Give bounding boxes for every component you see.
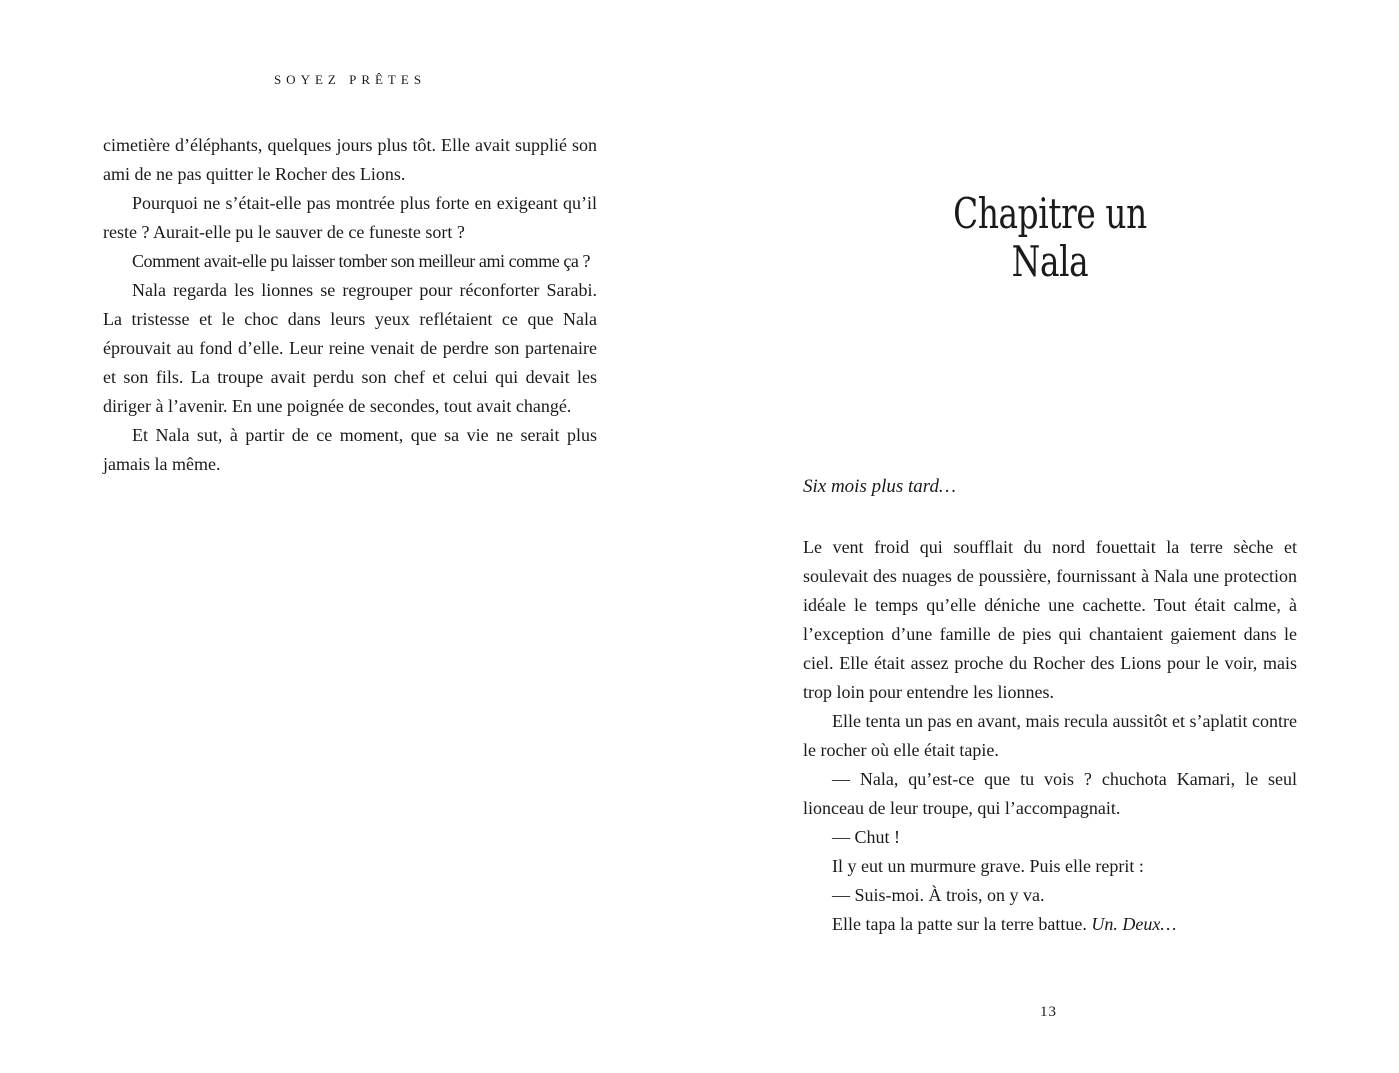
right-page — [700, 0, 1399, 1073]
final-paragraph-text: Elle tapa la patte sur la terre battue. — [832, 914, 1092, 934]
paragraph: Pourquoi ne s’était-elle pas montrée plus forte en exigeant qu’il reste ? Aurait-elle pu le sauver de ce funeste sort ? — [103, 193, 597, 242]
paragraph: Il y eut un murmure grave. Puis elle reprit : — [832, 856, 1144, 876]
paragraph: Le vent froid qui soufflait du nord fouettait la terre sèche et soulevait des nuages de poussière, fournissant à Nala une protection idéale le temps qu’elle déniche une cachette. Tout était calme, à l’exception d’une famille de pies qui chantaient gaiement dans le ciel. Elle était assez proche du Rocher des Lions pour le voir, mais trop loin pour entendre les lionnes. — [803, 537, 1297, 702]
chapter-intro: Six mois plus tard… — [803, 476, 956, 497]
final-paragraph — [803, 910, 1297, 939]
running-head: SOYEZ PRÊTES — [273, 72, 427, 87]
left-page-text — [103, 131, 597, 479]
dialogue-line: — Nala, qu’est-ce que tu vois ? chuchota Kamari, le seul lionceau de leur troupe, qui l’accompagnait. — [803, 769, 1297, 818]
final-paragraph-italic: Un. Deux… — [1091, 914, 1177, 934]
dialogue-line: — Chut ! — [832, 827, 901, 847]
paragraph: Et Nala sut, à partir de ce moment, que sa vie ne serait plus jamais la même. — [103, 425, 597, 474]
chapter-heading — [857, 190, 1242, 286]
paragraph: Elle tenta un pas en avant, mais recula aussitôt et s’aplatit contre le rocher où elle était tapie. — [803, 711, 1297, 760]
right-page-text — [803, 533, 1297, 939]
paragraph: Nala regarda les lionnes se regrouper pour réconforter Sarabi. La tristesse et le choc dans leurs yeux reflétaient ce que Nala éprouvait au fond d’elle. Leur reine venait de perdre son partenaire et son fils. La troupe avait perdu son chef et celui qui devait les diriger à l’avenir. En une poignée de secondes, tout avait changé. — [103, 280, 597, 416]
paragraph: cimetière d’éléphants, quelques jours plus tôt. Elle avait supplié son ami de ne pas quitter le Rocher des Lions. — [103, 135, 597, 184]
dialogue-line: — Suis-moi. À trois, on y va. — [832, 885, 1045, 905]
chapter-title: Chapitre un — [953, 189, 1147, 238]
paragraph: Comment avait-elle pu laisser tomber son meilleur ami comme ça ? — [132, 251, 591, 271]
chapter-subtitle: Nala — [1011, 237, 1089, 286]
page-number: 13 — [1040, 1004, 1057, 1020]
